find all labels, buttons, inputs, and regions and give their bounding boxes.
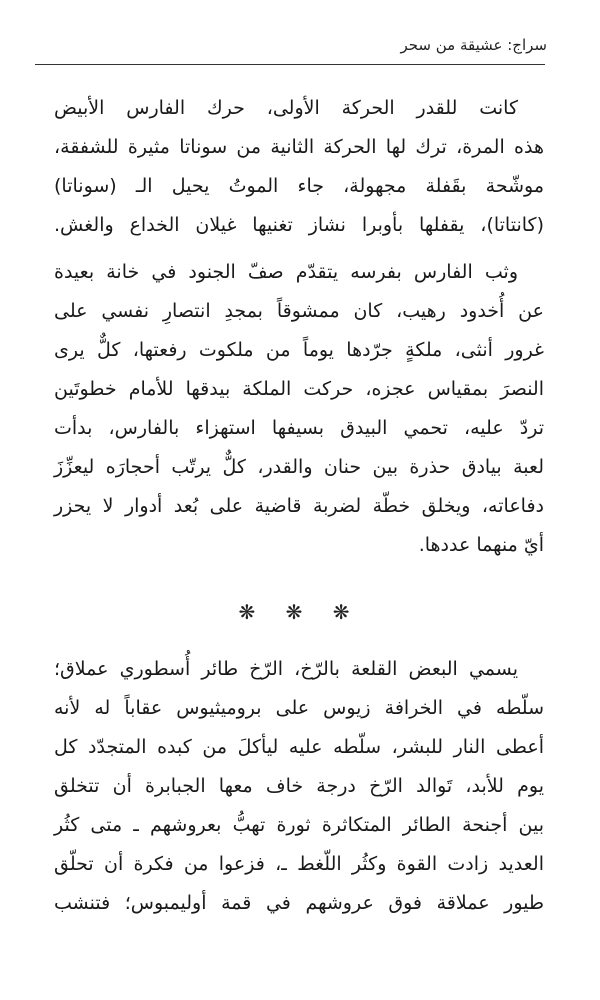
text-line: يوم للأبد، تَوالد الرّخ درجة خاف معها الجبابرة أن تتخلق bbox=[54, 775, 544, 797]
text-line: طيور عملاقة فوق عروشهم في قمة أوليمبوس؛ فتنشب bbox=[54, 892, 544, 914]
text-line: بين أجنحة الطائر المتكاثرة ثورة تهبُّ بعروشهم ـ متى كثُر bbox=[54, 814, 544, 836]
text-line: يسمي البعض القلعة بالرّخ، الرّخ طائر أُسطوري عملاق؛ bbox=[54, 658, 518, 680]
text-line: عن أُخدود رهيب، كان ممشوقاً بمجدِ انتصارِ نفسي على bbox=[54, 300, 544, 322]
text-line: العديد زادت القوة وكثُر اللّغط ـ، فزعوا من فكرة أن تحلّق bbox=[54, 853, 544, 875]
text-line: هذه المرة، ترك لها الحركة الثانية من سوناتا مثيرة للشفقة، bbox=[54, 136, 544, 158]
text-line: سلّطه في الخرافة زيوس على بروميثيوس عقاباً له لأنه bbox=[54, 697, 544, 719]
text-line: كانت للقدر الحركة الأولى، حرك الفارس الأبيض bbox=[54, 97, 518, 119]
text-line: لعبة بيادق حذرة بين حنان والقدر، كلٌّ يرتّب أحجارَه ليعزِّزَ bbox=[54, 456, 544, 478]
text-line: دفاعاته، ويخلق خطّة لضربة قاضية على بُعد أدوار لا يحزر bbox=[54, 495, 544, 517]
text-line: غرور أنثى، ملكةٍ جرّدها يوماً من ملكوت رفعتها، كلٌّ يرى bbox=[54, 339, 544, 361]
running-header: سراج: عشيقة من سحر bbox=[400, 36, 547, 54]
text-line: أيّ منهما عددها. bbox=[418, 534, 544, 556]
text-line: النصرَ بمقياس عجزه، حركت الملكة بيدقها للأمام خطوتَين bbox=[54, 378, 544, 400]
text-line: أعطى النار للبشر، سلّطه عليه ليأكلَ من كبده المتجدّد كل bbox=[54, 736, 544, 758]
paragraph-3 bbox=[54, 650, 544, 923]
text-line: وثب الفارس بفرسه يتقدّم صفّ الجنود في خانة بعيدة bbox=[54, 261, 518, 283]
text-line: تردّ عليه، تحمي البيدق بسيفها استهزاء بالفارس، بدأت bbox=[54, 417, 544, 439]
text-line: موشّحة بقَفلة مجهولة، جاء الموتُ يحيل الـ (سوناتا) bbox=[54, 175, 544, 197]
text-line: (كانتاتا)، يقفلها بأوبرا نشاز تغنيها غيلان الخداع والغش. bbox=[54, 214, 544, 236]
section-separator: ❋ ❋ ❋ bbox=[238, 600, 362, 624]
header-rule bbox=[35, 64, 545, 65]
paragraph-1 bbox=[54, 89, 544, 245]
paragraph-2 bbox=[54, 253, 544, 565]
